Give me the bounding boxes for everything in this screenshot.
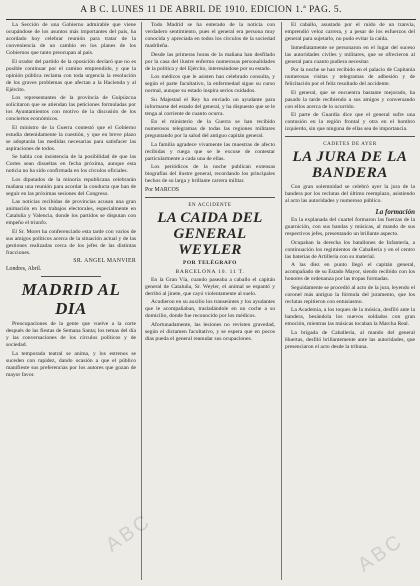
paragraph: La Sección de una Gobierno admirable que viene ocupándose de los asuntos más importantes del país, ha acordado hoy celebrar reunión para tratar de la conveniencia de un cambio en los planes de los Gobiernos que tanto preocupan al país. xyxy=(6,22,136,56)
paragraph: Los diputados de la minoría republicana celebrarán mañana una reunión para acordar la conducta que han de seguir en las próximas sesiones del Congreso. xyxy=(6,176,136,197)
paragraph: Seguidamente se procedió al acto de la jura, leyendo el coronel más antiguo la fórmula del juramento, que los reclutas repitieron con entusiasmo. xyxy=(285,284,415,305)
sub-tag: POR TELÉGRAFO xyxy=(183,259,237,266)
author-signature: Por MARCOS xyxy=(145,186,179,193)
paragraph: Ocupaban la derecha los batallones de Infantería, a continuación los regimientos de Caballería y en el centro las baterías de Artillería con su material. xyxy=(285,239,415,260)
paragraph: El parte de Guardia dice que el general sufre una contusión en la región frontal y otra en el hombro izquierdo, sin que ninguna de ellas sea de importancia. xyxy=(285,112,415,132)
newspaper-page xyxy=(6,2,416,582)
section-tag: EN ACCIDENTE xyxy=(188,202,232,208)
divider xyxy=(145,197,275,198)
masthead-rule xyxy=(6,19,416,20)
masthead: A B C. LUNES 11 DE ABRIL DE 1910. EDICION 1.ª PAG. 5. xyxy=(80,5,342,15)
section-tag: CADETES DE AYER xyxy=(323,142,377,147)
paragraph: En el ministerio de la Guerra se han recibido numerosos telegramas de todas las regiones militares preguntando por la salud del antiguo capitán general. xyxy=(145,119,275,139)
paragraph: Con gran solemnidad se celebró ayer la jura de la bandera por los reclutas del último reemplazo, asistiendo al acto las autoridades y numeroso público. xyxy=(285,184,415,204)
paragraph: La familia agradece vivamente las muestras de afecto recibidas y ruega que se le excuse de contestar particularmente a cada una de ellas. xyxy=(145,141,275,162)
columns xyxy=(6,22,416,582)
paragraph: Preocupaciones de la gente que vuelve a la corte después de las fiestas de Semana Santa; los temas del día y las conversaciones de los círculos políticos y de sociedad. xyxy=(6,321,136,348)
column-3 xyxy=(285,22,415,580)
paragraph: La brigada de Caballería, al mando del general Huertas, desfiló brillantemente ante las autoridades, que presenciaron el acto desde la tribuna. xyxy=(285,329,415,350)
paragraph: Los representantes de la provincia de Guipúzcoa solicitaron que se atiendan las peticiones formuladas por los Ayuntamientos con motivo de la discusión de los conciertos económicos. xyxy=(6,95,136,122)
place-date: Londres, Abril. xyxy=(6,266,42,272)
divider xyxy=(41,276,101,277)
paragraph: El Sr. Moret ha conferenciado esta tarde con varios de sus amigos políticos acerca de la situación actual y de las gestiones realizadas cerca de los jefes de las distintas fracciones. xyxy=(6,228,136,256)
column-divider xyxy=(141,22,142,580)
column-1 xyxy=(6,22,136,580)
paragraph: Por la noche se han recibido en el palacio de Capitanía numerosas visitas y telegramas de adhesión y de felicitación por el feliz resultado del accidente. xyxy=(285,67,415,87)
dateline: BARCELONA 10. 11 T. xyxy=(175,268,245,275)
paragraph: El caballo, asustado por el ruido de un tranvía, emprendió veloz carrera, y a pesar de los esfuerzos del general para sujetarlo, no pudo evitar la caída. xyxy=(285,22,415,42)
paragraph: El general, que se encuentra bastante mejorado, ha pasado la tarde recibiendo a sus amigos y conversando con ellos acerca de lo ocurrido. xyxy=(285,89,415,110)
jura-bandera-heading: LA JURA DE LA BANDERA xyxy=(292,149,408,181)
weyler-heading: LA CAIDA DEL GENERAL WEYLER xyxy=(157,209,263,258)
author-signature: SR. ANGEL MANVIER xyxy=(73,258,136,264)
la-formacion-subheading: La formación xyxy=(375,208,415,216)
paragraph: Afortunadamente, las lesiones no revisten gravedad, según el dictamen facultativo, y se espera que en pocos días pueda el general reanudar sus ocupaciones. xyxy=(145,321,275,342)
paragraph: Desde las primeras horas de la mañana han desfilado por la casa del ilustre enfermo numerosas personalidades de la política y del Ejército, interesándose por su estado. xyxy=(145,51,275,72)
column-2 xyxy=(145,22,275,580)
paragraph: En la explanada del cuartel formaron las fuerzas de la guarnición, con sus bandas y músicas, al mando de sus respectivos jefes, presentando un brillante aspecto. xyxy=(285,217,415,237)
madrid-al-dia-heading: MADRID AL DIA xyxy=(21,280,121,318)
paragraph: En la Gran Vía, cuando paseaba a caballo el capitán general de Cataluña, Sr. Weyler, el animal se espantó y derribó al jinete, que cayó violentamente al suelo. xyxy=(145,276,275,297)
paragraph: Las noticias recibidas de provincias acusan una gran animación en los trabajos electorales, especialmente en Cataluña y Valencia, donde los partidos se disputan con empeño el triunfo. xyxy=(6,199,136,226)
paragraph: La temporada teatral se anima, y los estrenos se suceden con rapidez, dando ocasión a que el público manifieste sus preferencias por los autores que gozan de mayor favor. xyxy=(6,350,136,378)
paragraph: El orador del partido de la oposición declaró que no es posible continuar por el camino emprendido, y que la opinión pública reclama con toda urgencia la resolución de los graves problemas que afectan a la Hacienda y al Ejército. xyxy=(6,58,136,93)
watermark: ABC xyxy=(353,529,408,577)
watermark: ABC xyxy=(101,509,156,557)
column-divider xyxy=(281,22,282,580)
paragraph: Todo Madrid se ha enterado de la noticia con verdadero sentimiento, pues el general era persona muy conocida y apreciada en todos los círculos de la sociedad madrileña. xyxy=(145,22,275,49)
paragraph: Los periódicos de la noche publican extensas biografías del ilustre general, recordando los principales hechos de su larga y brillante carrera militar. xyxy=(145,164,275,184)
paragraph: Se habla con insistencia de la posibilidad de que las Cortes sean disueltas en fecha próxima, aunque esta noticia no ha sido confirmada en los círculos oficiales. xyxy=(6,154,136,174)
paragraph: Su Majestad el Rey ha enviado un ayudante para informarse del estado del general, y ha dispuesto que se le tenga al corriente de cuanto ocurra. xyxy=(145,96,275,117)
paragraph: Los médicos que le asisten han celebrado consulta, y según el parte facultativo, la enfermedad sigue su curso normal, aunque su estado inspira serios cuidados. xyxy=(145,74,275,94)
paragraph: El ministro de la Guerra contestó que el Gobierno estudia detenidamente la cuestión, y que en breve plazo se adoptarán las medidas necesarias para satisfacer las aspiraciones de todos. xyxy=(6,124,136,152)
paragraph: La Academia, a los toques de la música, desfiló ante la bandera, besándola los nuevos soldados con gran emoción, mientras las músicas tocaban la Marcha Real. xyxy=(285,307,415,327)
paragraph: Inmediatamente se personaron en el lugar del suceso las autoridades civiles y militares, que se ofrecieron al general para cuanto pudiera necesitar. xyxy=(285,44,415,65)
paragraph: Acudieron en su auxilio los transeúntes y los ayudantes que le acompañaban, trasladándole en un coche a su domicilio, donde fue reconocido por los médicos. xyxy=(145,299,275,319)
paragraph: A las diez en punto llegó el capitán general, acompañado de su Estado Mayor, siendo recibido con los honores de ordenanza por las tropas formadas. xyxy=(285,262,415,282)
divider xyxy=(285,136,415,137)
